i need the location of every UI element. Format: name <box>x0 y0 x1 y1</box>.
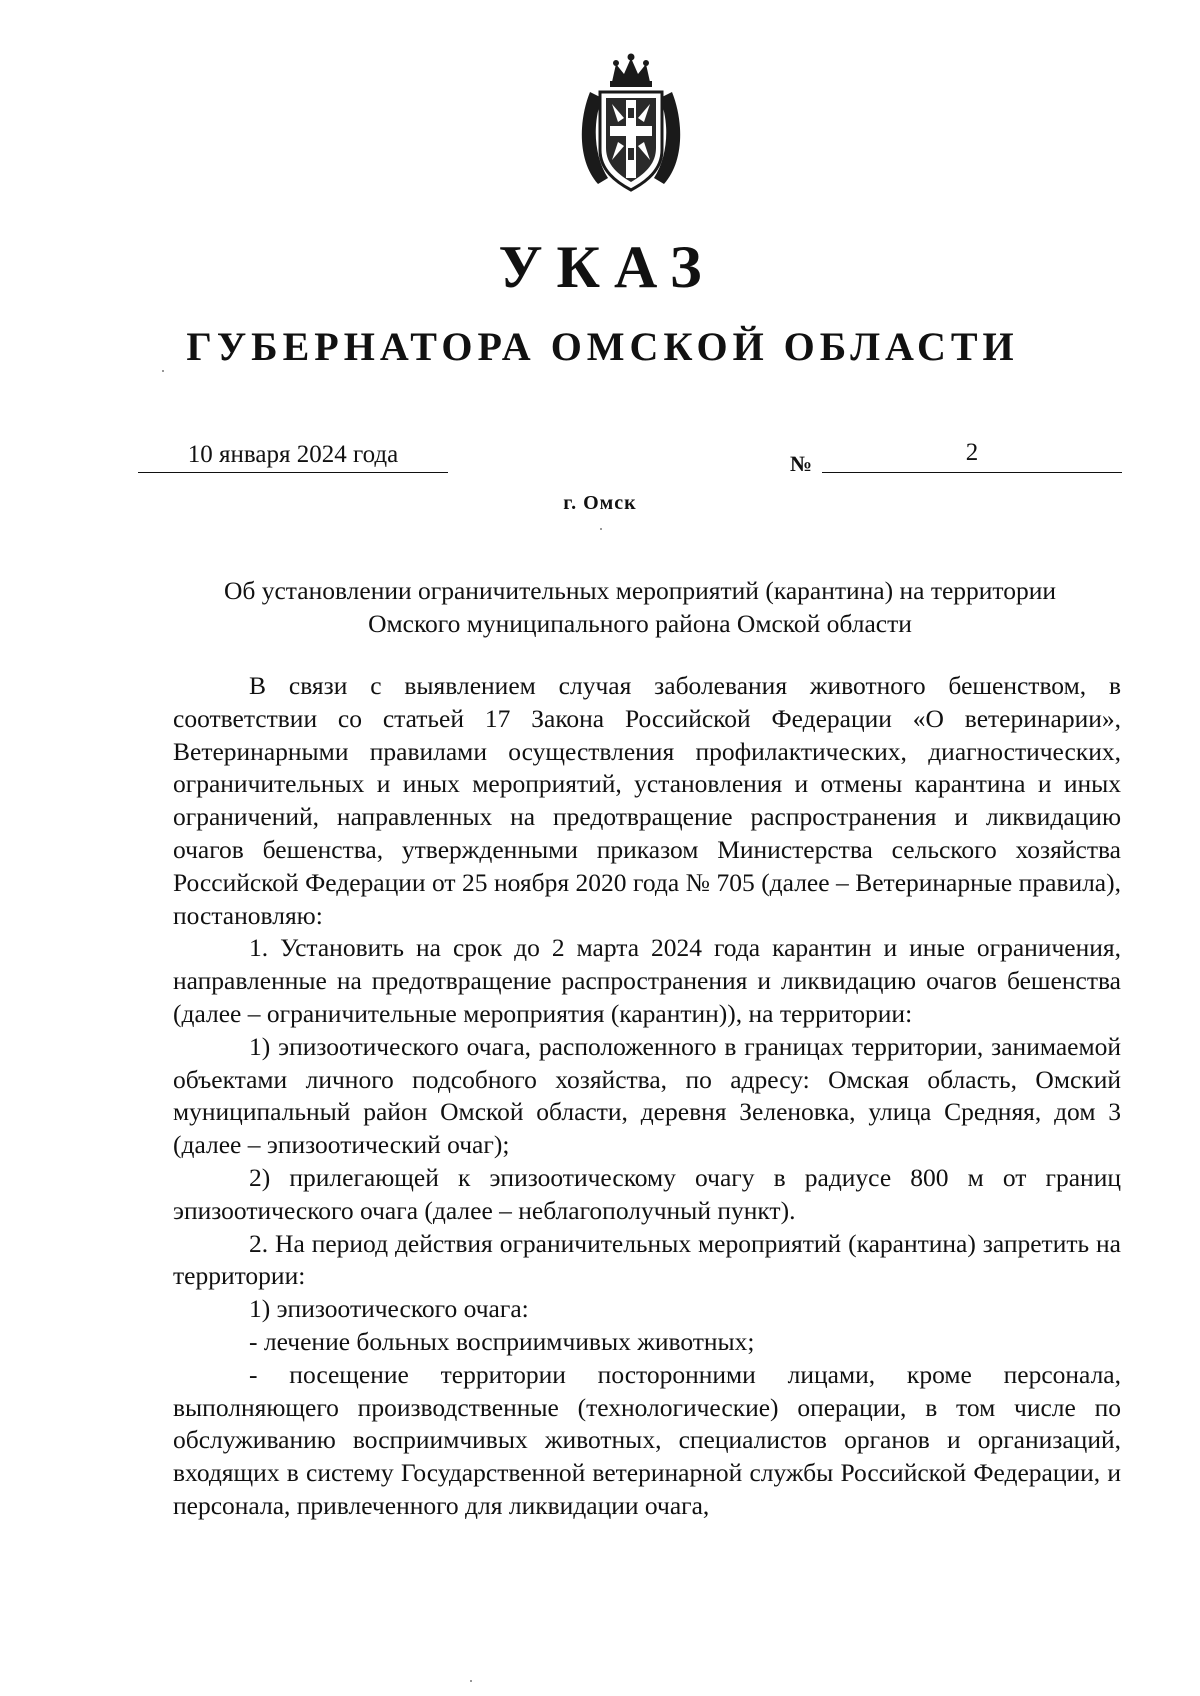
decree-city: г. Омск <box>563 492 637 514</box>
decree-body <box>173 670 1121 1523</box>
clause-1-item-2: 2) прилегающей к эпизоотическому очагу в радиусе 800 м от границ эпизоотического очага (далее – неблагополучный пункт). <box>173 1162 1121 1225</box>
clause-2-item-1: 1) эпизоотического очага: <box>249 1294 529 1324</box>
clause-2-paragraph: 2. На период действия ограничительных мероприятий (карантина) запретить на территории: <box>173 1228 1121 1291</box>
decree-date: 10 января 2024 года <box>138 440 448 473</box>
scan-speck <box>162 370 164 372</box>
decree-heading-line-1: Об установлении ограничительных мероприятий (карантина) на территории <box>223 576 1057 605</box>
decree-heading-line-2: Омского муниципального района Омской области <box>368 609 912 638</box>
clause-2-bullet-1: - лечение больных восприимчивых животных; <box>249 1326 755 1356</box>
coat-of-arms-icon <box>572 52 690 194</box>
decree-title: УКАЗ <box>498 234 716 300</box>
decree-number: 2 <box>822 438 1122 473</box>
clause-1-item-1: 1) эпизоотического очага, расположенного в границах территории, занимаемой объектами личного подсобного хозяйства, по адресу: Омская область, Омский муниципальный район Омской области, деревня Зеленовка, улица Средняя, дом 3 (далее – эпизоотический очаг); <box>173 1031 1121 1160</box>
clause-2-bullet-2: - посещение территории посторонними лицами, кроме персонала, выполняющего производственные (технологические) операции, в том числе по обслуживанию восприимчивых животных, специалистов органов и организаций, входящих в систему Государственной ветеринарной службы Российской Федерации, и персонала, привлеченного для ликвидации очага, <box>173 1359 1121 1520</box>
scan-speck <box>470 1680 472 1682</box>
decree-number-label: № <box>790 451 813 476</box>
scan-speck <box>600 528 602 530</box>
decree-heading <box>160 574 1120 640</box>
clause-1-paragraph: 1. Установить на срок до 2 марта 2024 года карантин и иные ограничения, направленные на предотвращение распространения и ликвидацию очагов бешенства (далее – ограничительные мероприятия (карантин)), на территории: <box>173 933 1121 1028</box>
decree-authority: ГУБЕРНАТОРА ОМСКОЙ ОБЛАСТИ <box>186 324 1019 369</box>
preamble-paragraph: В связи с выявлением случая заболевания животного бешенством, в соответствии со статьей 17 Закона Российской Федерации «О ветеринарии», Ветеринарными правилами осуществления профилактических, диагностических, ограничительных и иных мероприятий, установления и отмены карантина и иных ограничений, направленных на предотвращение распространения и ликвидацию очагов бешенства, утвержденными приказом Министерства сельского хозяйства Российской Федерации от 25 ноября 2020 года № 705 (далее – Ветеринарные правила), постановляю: <box>173 671 1121 930</box>
